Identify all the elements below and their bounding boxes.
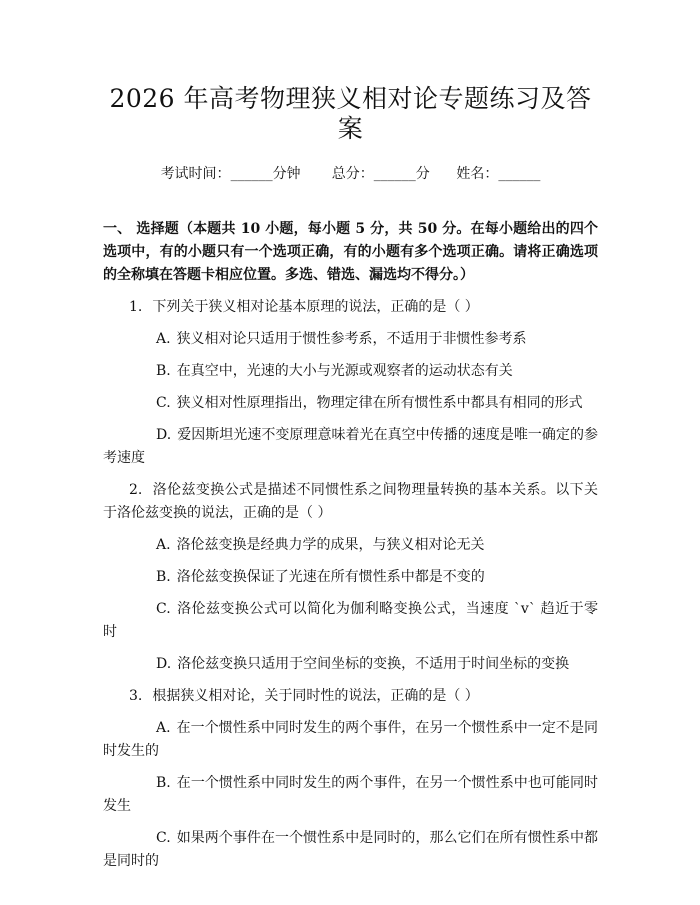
question-1-option-c (103, 392, 598, 415)
question-text: 洛伦兹变换公式是描述不同惯性系之间物理量转换的基本关系。以下关于洛伦兹变换的说法，正确的是（ ） (103, 482, 598, 521)
question-2-option-d (103, 653, 598, 676)
option-text: 在一个惯性系中同时发生的两个事件，在另一个惯性系中也可能同时发生 (103, 775, 598, 814)
question-2 (103, 479, 598, 525)
question-1-option-a (103, 328, 598, 351)
question-3-option-a (103, 717, 598, 763)
question-3-option-b (103, 772, 598, 818)
option-letter: D. (156, 427, 172, 443)
name-blank: ______ (498, 166, 541, 182)
option-letter: C. (156, 395, 171, 411)
option-letter: D. (156, 656, 172, 672)
question-number: 2. (129, 482, 143, 498)
option-text: 狭义相对性原理指出，物理定律在所有惯性系中都具有相同的形式 (176, 395, 583, 411)
option-text: 洛伦兹变换公式可以简化为伽利略变换公式，当速度 `v` 趋近于零时 (103, 601, 598, 640)
option-text: 洛伦兹变换只适用于空间坐标的变换，不适用于时间坐标的变换 (177, 656, 570, 672)
time-blank: ______ (230, 166, 273, 182)
name-label: 姓名： (456, 166, 499, 182)
time-label: 考试时间： (160, 166, 231, 182)
option-letter: A. (156, 331, 171, 347)
score-blank: ______ (373, 166, 416, 182)
question-number: 1. (129, 299, 143, 315)
option-text: 爱因斯坦光速不变原理意味着光在真空中传播的速度是唯一确定的参考速度 (103, 427, 598, 466)
option-text: 在一个惯性系中同时发生的两个事件，在另一个惯性系中一定不是同时发生的 (103, 720, 598, 759)
option-text: 在真空中，光速的大小与光源或观察者的运动状态有关 (176, 363, 513, 379)
exam-meta-line (103, 164, 598, 184)
question-3 (103, 685, 598, 708)
question-2-option-a (103, 534, 598, 557)
time-unit: 分钟 (272, 166, 301, 182)
question-3-option-c (103, 827, 598, 873)
question-text: 根据狭义相对论，关于同时性的说法，正确的是（ ） (152, 688, 479, 704)
option-letter: A. (156, 720, 171, 736)
option-text: 洛伦兹变换保证了光速在所有惯性系中都是不变的 (176, 569, 485, 585)
page-title: 2026 年高考物理狭义相对论专题练习及答案 (109, 84, 592, 143)
option-letter: C. (156, 601, 171, 617)
question-text: 下列关于狭义相对论基本原理的说法，正确的是（ ） (152, 299, 479, 315)
option-letter: A. (156, 537, 171, 553)
question-2-option-b (103, 566, 598, 589)
question-2-option-c (103, 598, 598, 644)
section-header (103, 218, 598, 287)
option-letter: C. (156, 830, 171, 846)
question-number: 3. (129, 688, 143, 704)
question-1-option-b (103, 360, 598, 383)
question-1-option-d (103, 424, 598, 470)
option-letter: B. (156, 775, 171, 791)
option-letter: B. (156, 363, 171, 379)
section-instructions: 选择题（本题共 10 小题，每小题 5 分，共 50 分。在每小题给出的四个选项中，有的小题只有一个选项正确，有的小题有多个选项正确。请将正确选项的全称填在答题卡相应位置。多选、错选、漏选均不得分。） (103, 221, 599, 283)
score-unit: 分 (415, 166, 430, 182)
option-text: 如果两个事件在一个惯性系中是同时的，那么它们在所有惯性系中都是同时的 (103, 830, 598, 869)
option-text: 洛伦兹变换是经典力学的成果，与狭义相对论无关 (176, 537, 485, 553)
question-1 (103, 296, 598, 319)
section-number: 一、 (103, 221, 132, 237)
option-letter: B. (156, 569, 171, 585)
option-text: 狭义相对论只适用于惯性参考系，不适用于非惯性参考系 (176, 331, 527, 347)
score-label: 总分： (331, 166, 374, 182)
